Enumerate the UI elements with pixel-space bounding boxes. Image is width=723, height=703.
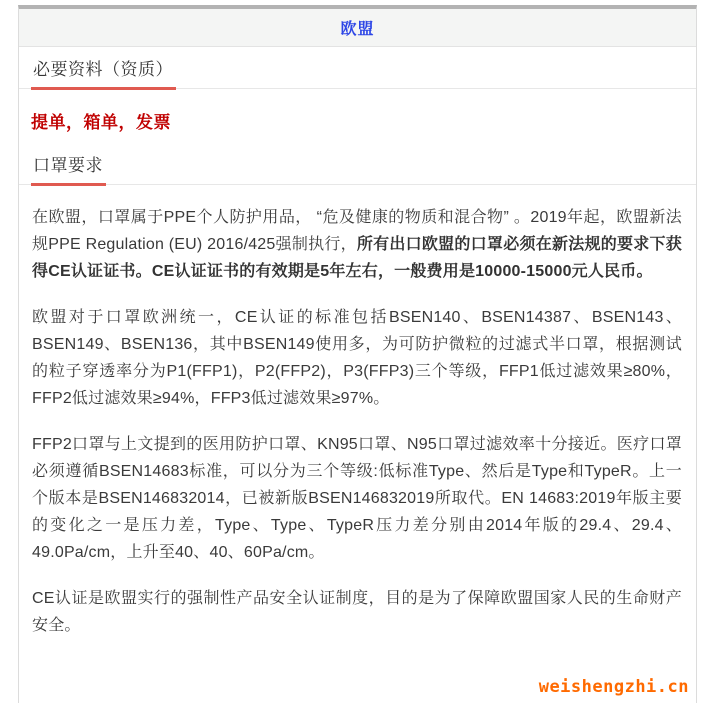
paragraphs — [19, 204, 696, 639]
paragraph-2 — [32, 304, 682, 412]
paragraph-text: CE认证是欧盟实行的强制性产品安全认证制度，目的是为了保障欧盟国家人民的生命财产安全。 — [32, 590, 682, 634]
section-heading-mask-requirements — [19, 157, 696, 185]
section-title: 必要资料（资质） — [31, 61, 176, 90]
paragraph-bold-text: 所有出口欧盟的口罩必须在新法规的要求下获得CE认证证书。CE认证证书的有效期是5年左右，一般费用是10000-15000元人民币。 — [32, 236, 682, 280]
content-panel — [18, 5, 697, 703]
paragraph-text: 欧盟对于口罩欧洲统一，CE认证的标准包括BSEN140、BSEN14387、BSEN143、BSEN149、BSEN136，其中BSEN149使用多，为可防护微粒的过滤式半口罩，根据测试的粒子穿透率分为P1(FFP1)，P2(FFP2)，P3(FFP3)三个等级，FFP1低过滤效果≥80%，FFP2低过滤效果≥94%，FFP3低过滤效果≥97%。 — [32, 309, 682, 407]
section-heading-required-documents — [19, 61, 696, 89]
region-title-link[interactable]: 欧盟 — [340, 21, 375, 38]
paragraph-text: 在欧盟，口罩属于PPE个人防护用品， “危及健康的物质和混合物” 。2019年起，欧盟新法规PPE Regulation (EU) 2016/425强制执行， — [32, 209, 682, 253]
paragraph-1 — [32, 204, 682, 285]
paragraph-4 — [32, 585, 682, 639]
required-documents-text: 提单，箱单，发票 — [31, 113, 171, 132]
site-watermark: weishengzhi.cn — [538, 677, 689, 697]
table-header-row — [19, 9, 696, 47]
table-body — [19, 61, 696, 639]
paragraph-text: FFP2口罩与上文提到的医用防护口罩、KN95口罩、N95口罩过滤效率十分接近。医疗口罩必须遵循BSEN14683标准，可以分为三个等级:低标准Type、然后是Type和TypeR。上一个版本是BSEN146832014，已被新版BSEN146832019所取代。EN 14683:2019年版主要的变化之一是压力差，Type、Type、TypeR压力差分别由2014年版的29.4、29.4、49.0Pa/cm，上升至40、40、60Pa/cm。 — [32, 436, 682, 561]
paragraph-3 — [32, 431, 682, 566]
section-title: 口罩要求 — [31, 157, 106, 186]
